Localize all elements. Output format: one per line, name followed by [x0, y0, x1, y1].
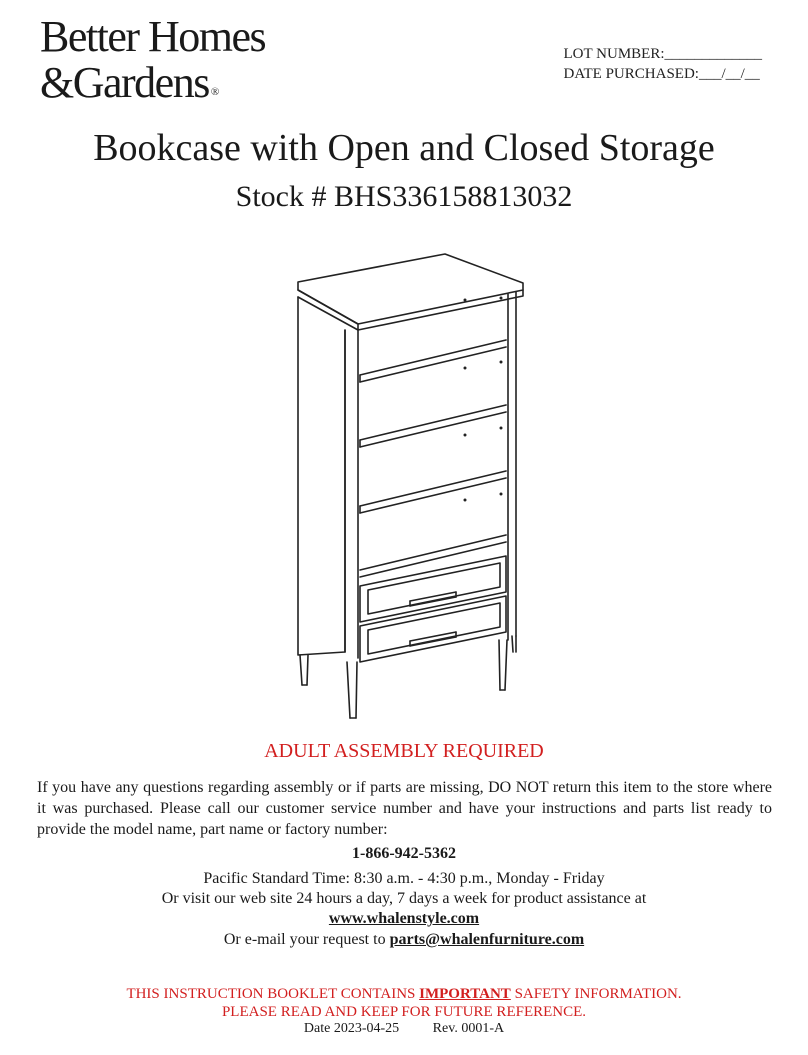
footer: [0, 1021, 808, 1037]
intro-paragraph: If you have any questions regarding assembly or if parts are missing, DO NOT return this item to the store where it was purchased. Please call our customer service number and have your instructions and parts list ready to provide the model name, part name or factory number:: [37, 779, 772, 838]
footer-date: Date 2023-04-25: [303, 1021, 400, 1036]
safety-line-1-suffix: SAFETY INFORMATION.: [510, 986, 682, 1002]
page-title: Bookcase with Open and Closed Storage: [93, 127, 715, 169]
phone-number[interactable]: 1-866-942-5362: [352, 845, 456, 862]
footer-revision: Rev. 0001-A: [432, 1021, 505, 1036]
safety-line-1: [0, 985, 808, 1003]
website-visit-text: Or visit our web site 24 hours a day, 7 days a week for product assistance at: [161, 890, 647, 907]
brand-logo: [40, 14, 265, 115]
safety-notice: [0, 985, 808, 1021]
brand-line-2: [40, 60, 265, 115]
safety-important: IMPORTANT: [419, 986, 511, 1002]
lot-info: [564, 44, 762, 84]
lot-number-field: LOT NUMBER:_____________: [563, 46, 762, 62]
brand-line-1: Better Homes: [40, 12, 266, 61]
safety-line-1-prefix: THIS INSTRUCTION BOOKLET CONTAINS: [126, 986, 420, 1002]
brand-line-2-text: &Gardens: [40, 58, 209, 107]
email-link[interactable]: parts@whalenfurniture.com: [389, 931, 585, 948]
registered-mark: ®: [210, 86, 220, 98]
safety-line-2: PLEASE READ AND KEEP FOR FUTURE REFERENCE.: [221, 1004, 587, 1020]
stock-number: Stock # BHS336158813032: [235, 180, 573, 213]
email-line: [0, 931, 808, 949]
website-link[interactable]: www.whalenstyle.com: [328, 910, 480, 927]
bookcase-illustration: [280, 236, 540, 726]
adult-assembly-notice: ADULT ASSEMBLY REQUIRED: [264, 740, 544, 762]
email-prefix: Or e-mail your request to: [223, 931, 390, 948]
date-purchased-field: DATE PURCHASED:___/__/__: [563, 66, 760, 82]
service-hours: Pacific Standard Time: 8:30 a.m. - 4:30 p.m., Monday - Friday: [203, 870, 605, 887]
